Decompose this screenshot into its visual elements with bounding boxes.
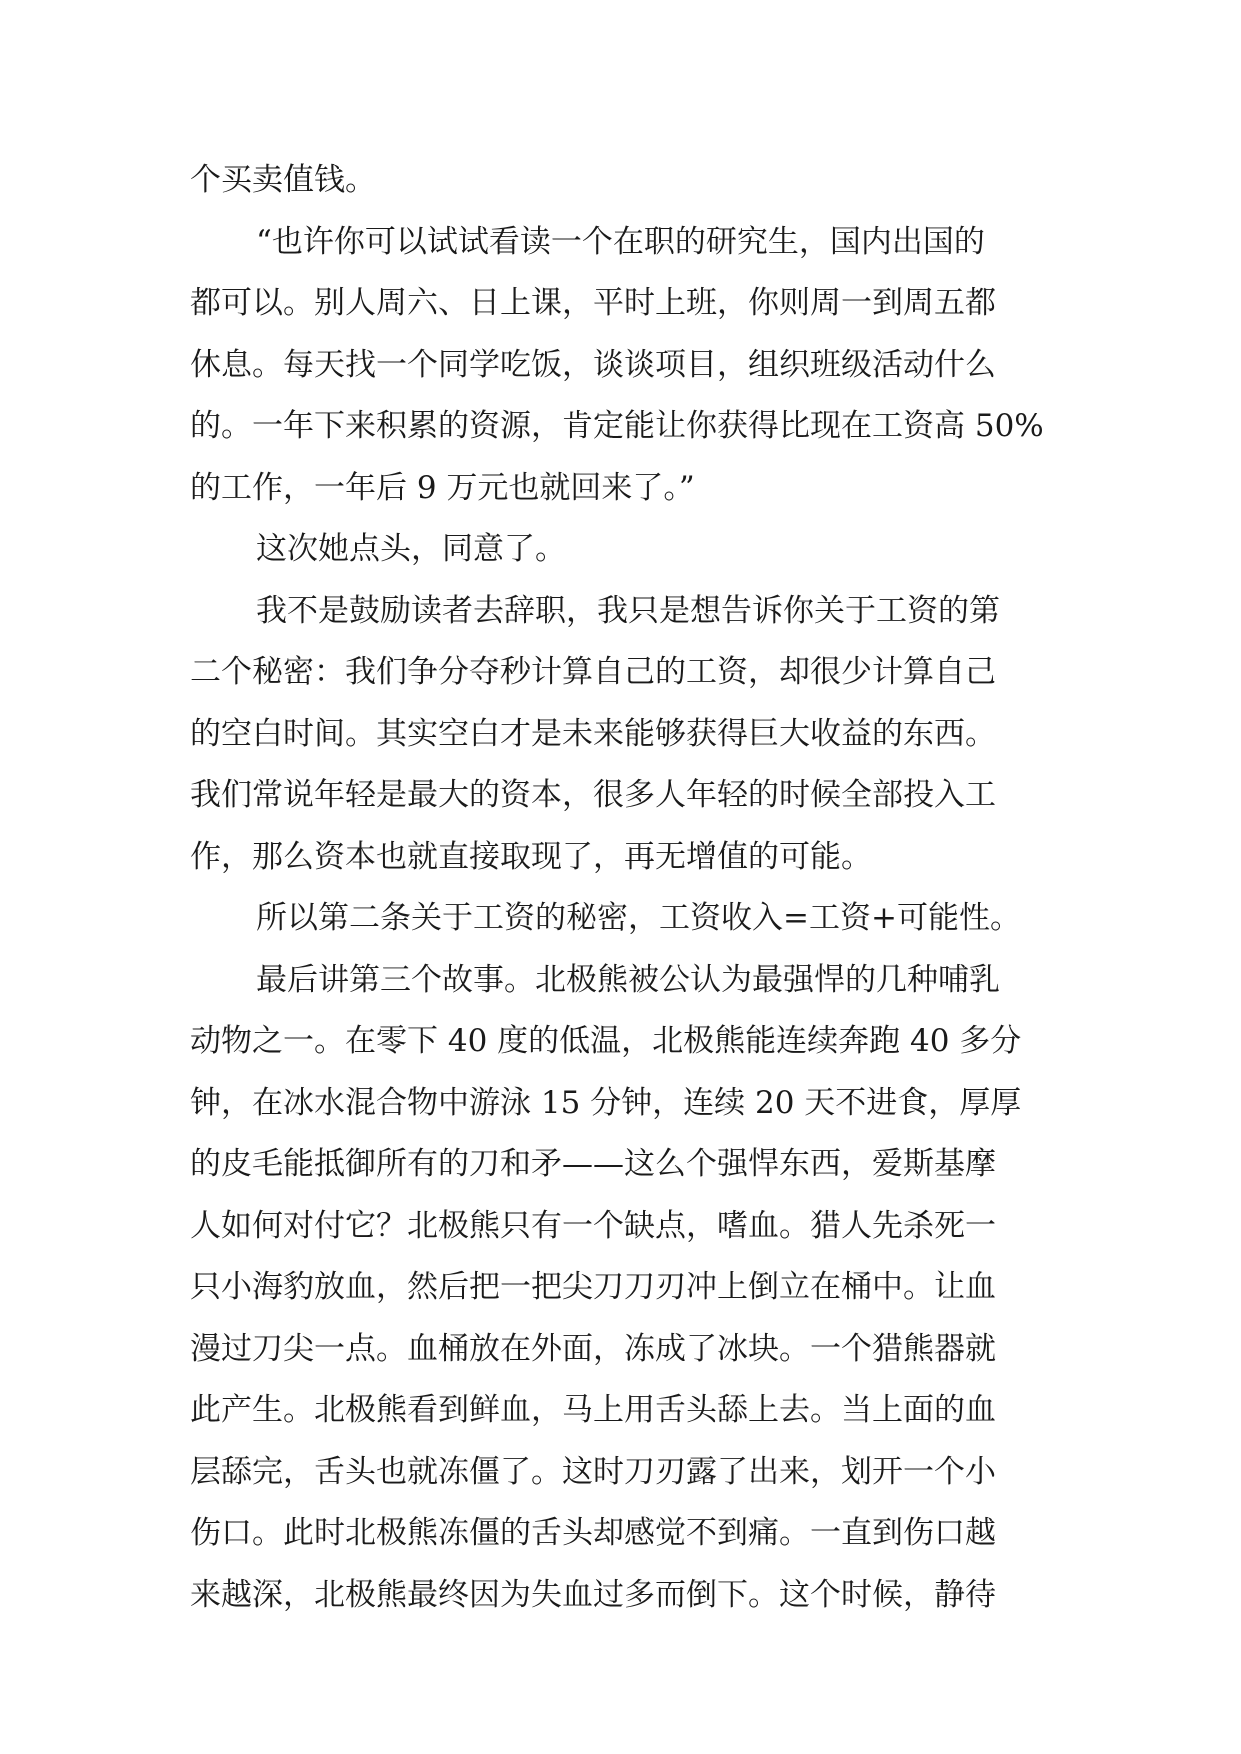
text-line: 个买卖值钱。 [190, 162, 376, 198]
paragraph-start-line: 所以第二条关于工资的秘密，工资收入=工资+可能性。 [256, 900, 1021, 936]
text-line: 都可以。别人周六、日上课，平时上班，你则周一到周五都 [190, 285, 996, 321]
body-text [190, 150, 1070, 1626]
text-line: 二个秘密：我们争分夺秒计算自己的工资，却很少计算自己 [190, 654, 996, 690]
text-line: 钟，在冰水混合物中游泳 15 分钟，连续 20 天不进食，厚厚 [190, 1084, 1022, 1121]
text-line: 层舔完，舌头也就冻僵了。这时刀刃露了出来，划开一个小 [190, 1453, 996, 1490]
text-line: 只小海豹放血，然后把一把尖刀刀刃冲上倒立在桶中。让血 [190, 1269, 996, 1305]
text-line: 作，那么资本也就直接取现了，再无增值的可能。 [190, 838, 872, 875]
paragraph-start-line: 我不是鼓励读者去辞职，我只是想告诉你关于工资的第 [256, 592, 1000, 629]
text-line: 的皮毛能抵御所有的刀和矛——这么个强悍东西，爱斯基摩 [190, 1146, 996, 1182]
paragraph-start-line: 这次她点头，同意了。 [256, 531, 566, 567]
text-line: 此产生。北极熊看到鲜血，马上用舌头舔上去。当上面的血 [190, 1392, 996, 1428]
text-line: 人如何对付它？北极熊只有一个缺点，嗜血。猎人先杀死一 [190, 1207, 996, 1244]
text-line: 休息。每天找一个同学吃饭，谈谈项目，组织班级活动什么 [190, 346, 996, 383]
text-line: 的。一年下来积累的资源，肯定能让你获得比现在工资高 50% [190, 408, 1044, 444]
text-line: 我们常说年轻是最大的资本，很多人年轻的时候全部投入工 [190, 777, 996, 813]
text-line: 伤口。此时北极熊冻僵的舌头却感觉不到痛。一直到伤口越 [190, 1515, 996, 1551]
paragraph-start-line: “也许你可以试试看读一个在职的研究生，国内出国的 [256, 223, 985, 260]
text-line: 动物之一。在零下 40 度的低温，北极熊能连续奔跑 40 多分 [190, 1023, 1022, 1059]
paragraph-start-line: 最后讲第三个故事。北极熊被公认为最强悍的几种哺乳 [256, 961, 1000, 998]
text-line: 的工作，一年后 9 万元也就回来了。” [190, 469, 695, 506]
text-line: 漫过刀尖一点。血桶放在外面，冻成了冰块。一个猎熊器就 [190, 1330, 996, 1367]
text-line: 的空白时间。其实空白才是未来能够获得巨大收益的东西。 [190, 715, 996, 752]
text-line: 来越深，北极熊最终因为失血过多而倒下。这个时候，静待 [190, 1576, 996, 1613]
